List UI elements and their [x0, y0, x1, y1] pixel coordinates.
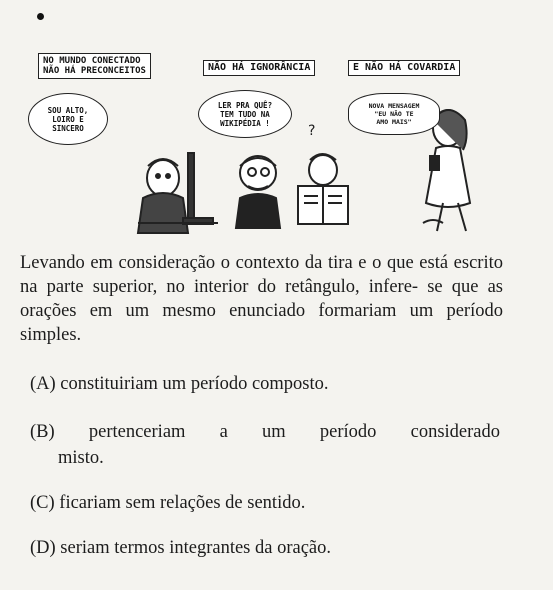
- panel2-speech-bubble: LER PRA QUÊ? TEM TUDO NA WIKIPÉDIA !: [198, 90, 292, 138]
- question-stem: Levando em consideração o contexto da tira e o que está escrito na parte superior, no interior do retângulo, infere- se que as orações em um mesmo enunciado formariam um período simples.: [20, 253, 503, 345]
- comic-strip: [18, 48, 538, 238]
- option-c[interactable]: (C) ficariam sem relações de sentido.: [30, 493, 306, 513]
- panel2-figure-boy: [236, 156, 280, 228]
- panel3-speech-bubble: NOVA MENSAGEM "EU NÃO TE AMO MAIS": [348, 93, 440, 135]
- bullet-point: [37, 13, 44, 20]
- option-d[interactable]: (D) seriam termos integrantes da oração.: [30, 538, 332, 558]
- panel2-question-mark: ?: [308, 123, 316, 139]
- panel2-title: NÃO HÁ IGNORÂNCIA: [203, 60, 315, 76]
- option-b-line1[interactable]: (B) pertenceriam a um período considerado: [30, 422, 500, 442]
- option-b-line2[interactable]: misto.: [58, 448, 104, 468]
- panel1-speech-bubble: SOU ALTO, LOIRO E SINCERO: [28, 93, 108, 145]
- panel1-title: NO MUNDO CONECTADO NÃO HÁ PRECONCEITOS: [38, 53, 151, 79]
- panel3-title: E NÃO HÁ COVARDIA: [348, 60, 460, 76]
- panel1-figure: [138, 153, 218, 233]
- panel2-figure-reader: [298, 154, 348, 224]
- option-a[interactable]: (A) constituiriam um período composto.: [30, 374, 329, 394]
